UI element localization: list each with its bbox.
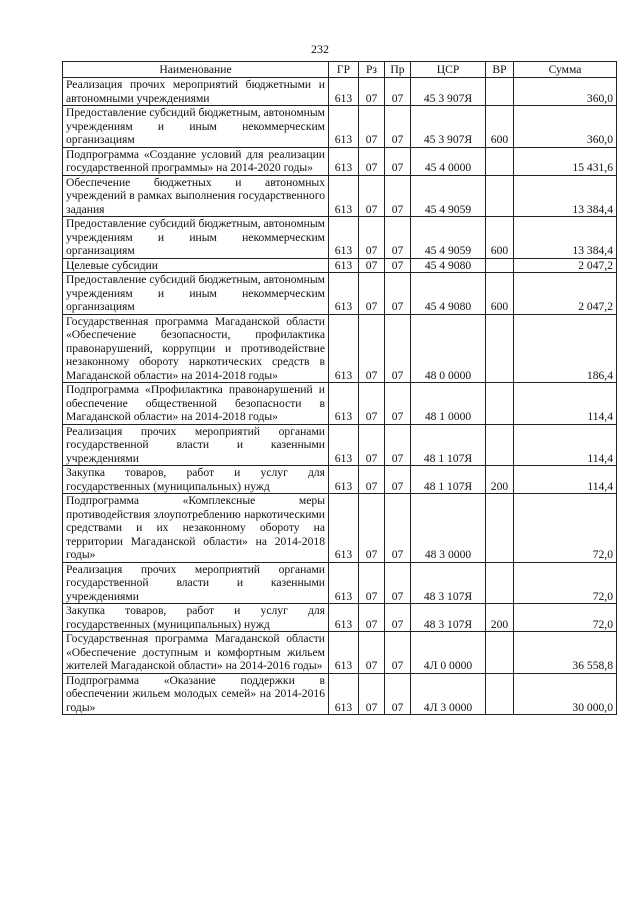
cell-rz: 07 <box>359 562 385 604</box>
cell-rz: 07 <box>359 424 385 466</box>
cell-csr: 4Л 3 0000 <box>411 673 486 715</box>
cell-csr: 48 3 107Я <box>411 604 486 632</box>
cell-name: Подпрограмма «Профилактика правонарушений и обеспечение общественной безопасности в Магаданской области» на 2014-2018 годы» <box>63 383 329 425</box>
cell-gr: 613 <box>329 604 359 632</box>
table-row <box>63 106 617 148</box>
cell-vr: 600 <box>486 106 514 148</box>
cell-vr <box>486 314 514 383</box>
cell-sum: 15 431,6 <box>514 147 617 175</box>
cell-csr: 45 4 0000 <box>411 147 486 175</box>
column-header-vr: ВР <box>486 62 514 78</box>
cell-name: Реализация прочих мероприятий бюджетными и автономными учреждениями <box>63 78 329 106</box>
cell-vr <box>486 258 514 273</box>
cell-name: Государственная программа Магаданской области «Обеспечение безопасности, профилактика правонарушений, коррупции и противодействие незаконному обороту наркотических средств в Магаданской области» на 2014-2018 годы» <box>63 314 329 383</box>
cell-name: Предоставление субсидий бюджетным, автономным учреждениям и иным некоммерческим организациям <box>63 106 329 148</box>
cell-pr: 07 <box>385 632 411 674</box>
cell-gr: 613 <box>329 175 359 217</box>
cell-name: Государственная программа Магаданской области «Обеспечение доступным и комфортным жильем жителей Магаданской области» на 2014-2016 годы» <box>63 632 329 674</box>
cell-vr: 600 <box>486 217 514 259</box>
cell-rz: 07 <box>359 314 385 383</box>
table-row <box>63 466 617 494</box>
column-header-rz: Рз <box>359 62 385 78</box>
cell-name: Подпрограмма «Комплексные меры противодействия злоупотреблению наркотическими средствами и их незаконному обороту на территории Магаданской области» на 2014-2018 годы» <box>63 494 329 563</box>
cell-csr: 45 4 9059 <box>411 175 486 217</box>
cell-gr: 613 <box>329 424 359 466</box>
cell-sum: 186,4 <box>514 314 617 383</box>
cell-pr: 07 <box>385 604 411 632</box>
cell-pr: 07 <box>385 466 411 494</box>
cell-rz: 07 <box>359 466 385 494</box>
cell-sum: 72,0 <box>514 562 617 604</box>
table-row <box>63 147 617 175</box>
table-row <box>63 383 617 425</box>
cell-rz: 07 <box>359 217 385 259</box>
cell-vr <box>486 494 514 563</box>
cell-name: Предоставление субсидий бюджетным, автономным учреждениям и иным некоммерческим организациям <box>63 217 329 259</box>
cell-pr: 07 <box>385 258 411 273</box>
cell-rz: 07 <box>359 383 385 425</box>
table-row <box>63 78 617 106</box>
cell-name: Предоставление субсидий бюджетным, автономным учреждениям и иным некоммерческим организациям <box>63 273 329 315</box>
column-header-csr: ЦСР <box>411 62 486 78</box>
cell-name: Реализация прочих мероприятий органами государственной власти и казенными учреждениями <box>63 424 329 466</box>
cell-sum: 36 558,8 <box>514 632 617 674</box>
cell-gr: 613 <box>329 106 359 148</box>
cell-gr: 613 <box>329 78 359 106</box>
table-row <box>63 314 617 383</box>
cell-sum: 114,4 <box>514 424 617 466</box>
table-row <box>63 424 617 466</box>
cell-gr: 613 <box>329 383 359 425</box>
table-header-row <box>63 62 617 78</box>
table-row <box>63 494 617 563</box>
cell-sum: 72,0 <box>514 604 617 632</box>
cell-pr: 07 <box>385 424 411 466</box>
cell-rz: 07 <box>359 604 385 632</box>
cell-pr: 07 <box>385 217 411 259</box>
budget-table <box>62 61 617 715</box>
cell-gr: 613 <box>329 466 359 494</box>
cell-vr <box>486 562 514 604</box>
table-row <box>63 673 617 715</box>
cell-rz: 07 <box>359 258 385 273</box>
cell-csr: 45 3 907Я <box>411 78 486 106</box>
cell-rz: 07 <box>359 147 385 175</box>
cell-csr: 48 1 0000 <box>411 383 486 425</box>
cell-pr: 07 <box>385 273 411 315</box>
cell-pr: 07 <box>385 494 411 563</box>
table-row <box>63 217 617 259</box>
cell-pr: 07 <box>385 673 411 715</box>
cell-csr: 48 0 0000 <box>411 314 486 383</box>
cell-name: Закупка товаров, работ и услуг для государственных (муниципальных) нужд <box>63 604 329 632</box>
cell-sum: 360,0 <box>514 106 617 148</box>
cell-rz: 07 <box>359 78 385 106</box>
cell-gr: 613 <box>329 562 359 604</box>
cell-sum: 72,0 <box>514 494 617 563</box>
cell-gr: 613 <box>329 258 359 273</box>
column-header-name: Наименование <box>63 62 329 78</box>
cell-rz: 07 <box>359 632 385 674</box>
cell-name: Целевые субсидии <box>63 258 329 273</box>
cell-rz: 07 <box>359 273 385 315</box>
cell-vr: 600 <box>486 273 514 315</box>
cell-csr: 45 4 9059 <box>411 217 486 259</box>
cell-csr: 45 4 9080 <box>411 258 486 273</box>
cell-sum: 2 047,2 <box>514 258 617 273</box>
table-row <box>63 562 617 604</box>
cell-sum: 13 384,4 <box>514 175 617 217</box>
column-header-pr: Пр <box>385 62 411 78</box>
cell-gr: 613 <box>329 673 359 715</box>
table-row <box>63 604 617 632</box>
column-header-sum: Сумма <box>514 62 617 78</box>
cell-sum: 114,4 <box>514 383 617 425</box>
cell-vr: 200 <box>486 466 514 494</box>
cell-csr: 4Л 0 0000 <box>411 632 486 674</box>
cell-sum: 13 384,4 <box>514 217 617 259</box>
cell-vr <box>486 632 514 674</box>
cell-vr <box>486 673 514 715</box>
table-row <box>63 632 617 674</box>
cell-gr: 613 <box>329 314 359 383</box>
table-row <box>63 175 617 217</box>
cell-pr: 07 <box>385 314 411 383</box>
cell-name: Закупка товаров, работ и услуг для государственных (муниципальных) нужд <box>63 466 329 494</box>
cell-csr: 45 3 907Я <box>411 106 486 148</box>
cell-gr: 613 <box>329 217 359 259</box>
cell-gr: 613 <box>329 494 359 563</box>
cell-rz: 07 <box>359 106 385 148</box>
cell-vr: 200 <box>486 604 514 632</box>
cell-rz: 07 <box>359 673 385 715</box>
cell-gr: 613 <box>329 147 359 175</box>
cell-vr <box>486 175 514 217</box>
cell-pr: 07 <box>385 562 411 604</box>
column-header-gr: ГР <box>329 62 359 78</box>
table-row <box>63 273 617 315</box>
page-number: 232 <box>311 42 329 56</box>
cell-sum: 2 047,2 <box>514 273 617 315</box>
cell-csr: 48 1 107Я <box>411 424 486 466</box>
cell-csr: 48 3 107Я <box>411 562 486 604</box>
cell-sum: 30 000,0 <box>514 673 617 715</box>
cell-pr: 07 <box>385 147 411 175</box>
table-body <box>63 78 617 715</box>
cell-name: Подпрограмма «Оказание поддержки в обеспечении жильем молодых семей» на 2014-2016 годы» <box>63 673 329 715</box>
cell-name: Обеспечение бюджетных и автономных учреждений в рамках выполнения государственного задания <box>63 175 329 217</box>
cell-sum: 360,0 <box>514 78 617 106</box>
cell-pr: 07 <box>385 78 411 106</box>
cell-gr: 613 <box>329 273 359 315</box>
cell-csr: 48 1 107Я <box>411 466 486 494</box>
cell-pr: 07 <box>385 175 411 217</box>
cell-vr <box>486 147 514 175</box>
cell-pr: 07 <box>385 383 411 425</box>
cell-name: Подпрограмма «Создание условий для реализации государственной программы» на 2014-2020 годы» <box>63 147 329 175</box>
cell-csr: 48 3 0000 <box>411 494 486 563</box>
cell-vr <box>486 424 514 466</box>
table-row <box>63 258 617 273</box>
cell-gr: 613 <box>329 632 359 674</box>
cell-rz: 07 <box>359 494 385 563</box>
cell-name: Реализация прочих мероприятий органами государственной власти и казенными учреждениями <box>63 562 329 604</box>
cell-vr <box>486 383 514 425</box>
cell-csr: 45 4 9080 <box>411 273 486 315</box>
cell-rz: 07 <box>359 175 385 217</box>
cell-sum: 114,4 <box>514 466 617 494</box>
cell-vr <box>486 78 514 106</box>
cell-pr: 07 <box>385 106 411 148</box>
